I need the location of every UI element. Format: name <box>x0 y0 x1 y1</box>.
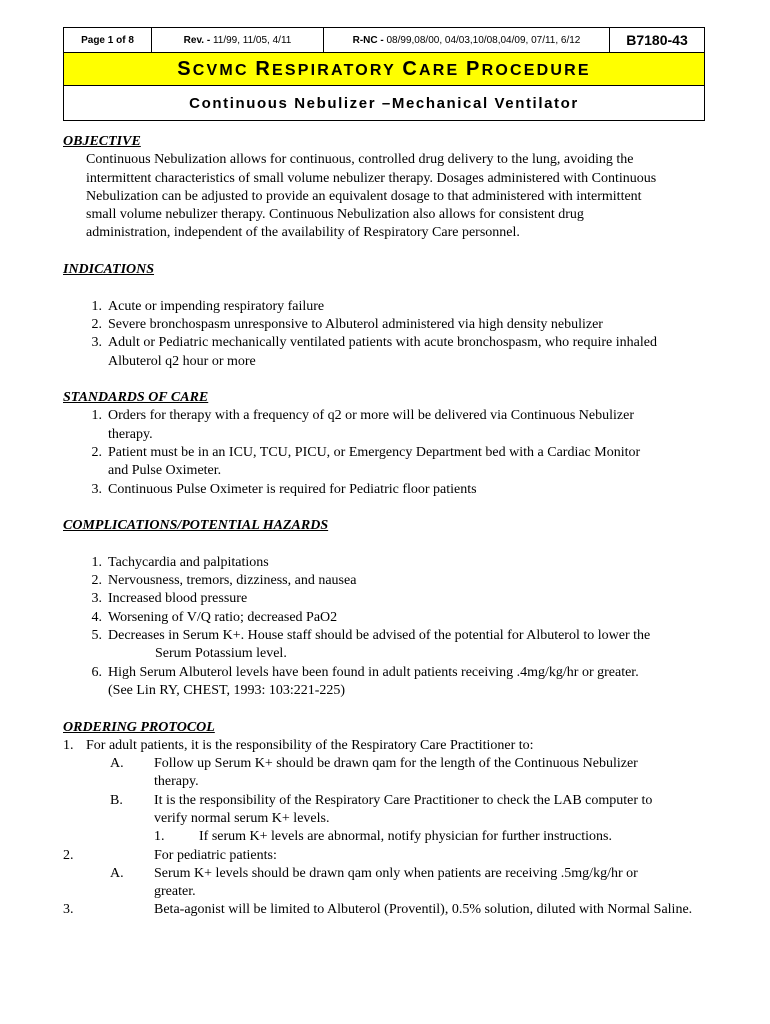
banner-text-1: CVMC <box>192 61 256 79</box>
review-info <box>324 28 610 52</box>
list-number: 3. <box>91 591 102 607</box>
list-text <box>154 865 715 902</box>
list-text: For adult patients, it is the responsibility of the Respiratory Care Practitioner to: <box>86 737 534 753</box>
list-item <box>63 609 715 627</box>
banner-text-2: ESPIRATORY <box>272 61 403 79</box>
list-number: 2. <box>63 847 74 863</box>
document-body <box>63 133 715 920</box>
list-text-line: Patient must be in an ICU, TCU, PICU, or Emergency Department bed with a Cardiac Monitor <box>108 445 641 461</box>
ordering-subitem-b <box>63 792 715 829</box>
section-heading-ordering: ORDERING PROTOCOL <box>63 719 215 735</box>
list-text <box>154 755 715 792</box>
ordering-subitem-a <box>63 865 715 902</box>
list-text-line: therapy. <box>154 774 199 790</box>
banner-text-3: ARE <box>418 61 467 79</box>
list-item <box>63 316 715 334</box>
section-heading-complications: COMPLICATIONS/POTENTIAL HAZARDS <box>63 518 329 534</box>
list-text <box>108 664 715 701</box>
list-number: 2. <box>91 573 102 589</box>
list-text-line: Serum K+ levels should be drawn qam only when patients are receiving .5mg/kg/hr or <box>154 865 638 881</box>
list-number: 6. <box>91 664 102 680</box>
list-text: Continuous Pulse Oximeter is required for Pediatric floor patients <box>108 481 477 497</box>
list-text-line: and Pulse Oximeter. <box>108 463 222 479</box>
list-text: Beta-agonist will be limited to Albuterol (Proventil), 0.5% solution, diluted with Normal Saline. <box>154 902 693 918</box>
banner-cap-2: R <box>255 57 273 80</box>
list-number: 1. <box>63 737 74 753</box>
list-text-line: It is the responsibility of the Respiratory Care Practitioner to check the LAB computer to <box>154 792 653 808</box>
list-number: 4. <box>91 609 102 625</box>
list-text-line: Serum Potassium level. <box>155 646 287 662</box>
list-text: Tachycardia and palpitations <box>108 554 269 570</box>
document-header <box>63 27 705 121</box>
objective-line: Nebulization can be adjusted to provide an equivalent dosage to that administered with intermittent <box>86 188 642 204</box>
list-item <box>63 444 715 481</box>
objective-line: intermittent characteristics of small volume nebulizer therapy. Dosages administered with Continuous <box>86 170 657 186</box>
list-item <box>63 627 715 664</box>
list-item <box>63 407 715 444</box>
list-text <box>154 792 715 829</box>
list-number: 3. <box>91 335 102 351</box>
list-item <box>63 481 715 499</box>
list-number: 1. <box>91 554 102 570</box>
ordering-subitem-a <box>63 755 715 792</box>
list-text: Acute or impending respiratory failure <box>108 298 325 314</box>
objective-line: Continuous Nebulization allows for continuous, controlled drug delivery to the lung, avoiding the <box>86 152 634 168</box>
ordering-item-1 <box>63 737 715 755</box>
list-text-line: (See Lin RY, CHEST, 1993: 103:221-225) <box>108 682 346 698</box>
list-number: 1. <box>91 408 102 424</box>
list-text-line: therapy. <box>108 426 153 442</box>
section-heading-indications: INDICATIONS <box>63 262 155 278</box>
procedure-subtitle: Continuous Nebulizer –Mechanical Ventilator <box>189 94 579 112</box>
list-letter: B. <box>110 792 123 808</box>
rnc-label: R-NC - <box>352 34 384 46</box>
list-number: 1. <box>91 298 102 314</box>
list-text-line: Orders for therapy with a frequency of q2 or more will be delivered via Continuous Nebulizer <box>108 408 634 424</box>
list-text-line: High Serum Albuterol levels have been found in adult patients receiving .4mg/kg/hr or greater. <box>108 664 639 680</box>
list-text: For pediatric patients: <box>154 847 277 863</box>
list-number: 2. <box>91 445 102 461</box>
list-text: If serum K+ levels are abnormal, notify physician for further instructions. <box>199 829 612 845</box>
list-text <box>108 444 715 481</box>
list-text <box>108 334 715 371</box>
list-text <box>108 627 715 664</box>
objective-line: small volume nebulizer therapy. Continuous Nebulization also allows for consistent drug <box>86 207 584 223</box>
section-heading-objective: OBJECTIVE <box>63 134 141 149</box>
list-item <box>63 590 715 608</box>
banner-text-4: ROCEDURE <box>481 61 591 79</box>
ordering-item-3 <box>63 901 715 919</box>
list-text-line: greater. <box>154 884 196 900</box>
list-number: 3. <box>63 902 74 918</box>
rev-dates: 11/99, 11/05, 4/11 <box>212 34 292 46</box>
list-text: Worsening of V/Q ratio; decreased PaO2 <box>108 609 338 625</box>
list-text-line: Adult or Pediatric mechanically ventilated patients with acute bronchospasm, who require inhaled <box>108 335 657 351</box>
objective-line: administration, independent of the availability of Respiratory Care personnel. <box>86 225 520 241</box>
list-item <box>63 334 715 371</box>
list-text-line: Follow up Serum K+ should be drawn qam for the length of the Continuous Nebulizer <box>154 756 638 772</box>
rev-label: Rev. - <box>183 34 211 46</box>
list-item <box>63 664 715 701</box>
list-letter: A. <box>110 865 124 881</box>
procedure-banner <box>64 53 704 86</box>
document-id: B7180-43 <box>626 32 688 48</box>
ordering-subsubitem <box>63 828 715 846</box>
list-text <box>108 407 715 444</box>
banner-cap-3: C <box>402 57 419 80</box>
list-text: Increased blood pressure <box>108 591 248 607</box>
list-text-line: Decreases in Serum K+. House staff should be advised of the potential for Albuterol to lower the <box>108 628 651 644</box>
page-number <box>64 28 152 52</box>
banner-title <box>177 58 590 81</box>
list-item <box>63 572 715 590</box>
list-text-line: verify normal serum K+ levels. <box>154 810 330 826</box>
list-letter: A. <box>110 756 124 772</box>
list-item <box>63 554 715 572</box>
ordering-item-2 <box>63 847 715 865</box>
revision-info <box>152 28 324 52</box>
list-text: Nervousness, tremors, dizziness, and nausea <box>108 573 357 589</box>
list-number: 1. <box>154 829 165 845</box>
section-heading-standards: STANDARDS OF CARE <box>63 390 209 406</box>
list-text-line: Albuterol q2 hour or more <box>108 353 256 369</box>
list-text: Severe bronchospasm unresponsive to Albuterol administered via high density nebulizer <box>108 316 603 332</box>
subtitle-row <box>64 86 704 120</box>
objective-paragraph <box>86 151 715 242</box>
banner-cap-4: P <box>466 57 482 80</box>
header-meta-row <box>64 28 704 53</box>
page-label: Page 1 of 8 <box>81 34 134 46</box>
list-number: 2. <box>91 316 102 332</box>
banner-cap-1: S <box>177 57 193 80</box>
rnc-dates: 08/99,08/00, 04/03,10/08,04/09, 07/11, 6/12 <box>386 34 581 46</box>
list-number: 5. <box>91 628 102 644</box>
list-item <box>63 298 715 316</box>
list-number: 3. <box>91 481 102 497</box>
